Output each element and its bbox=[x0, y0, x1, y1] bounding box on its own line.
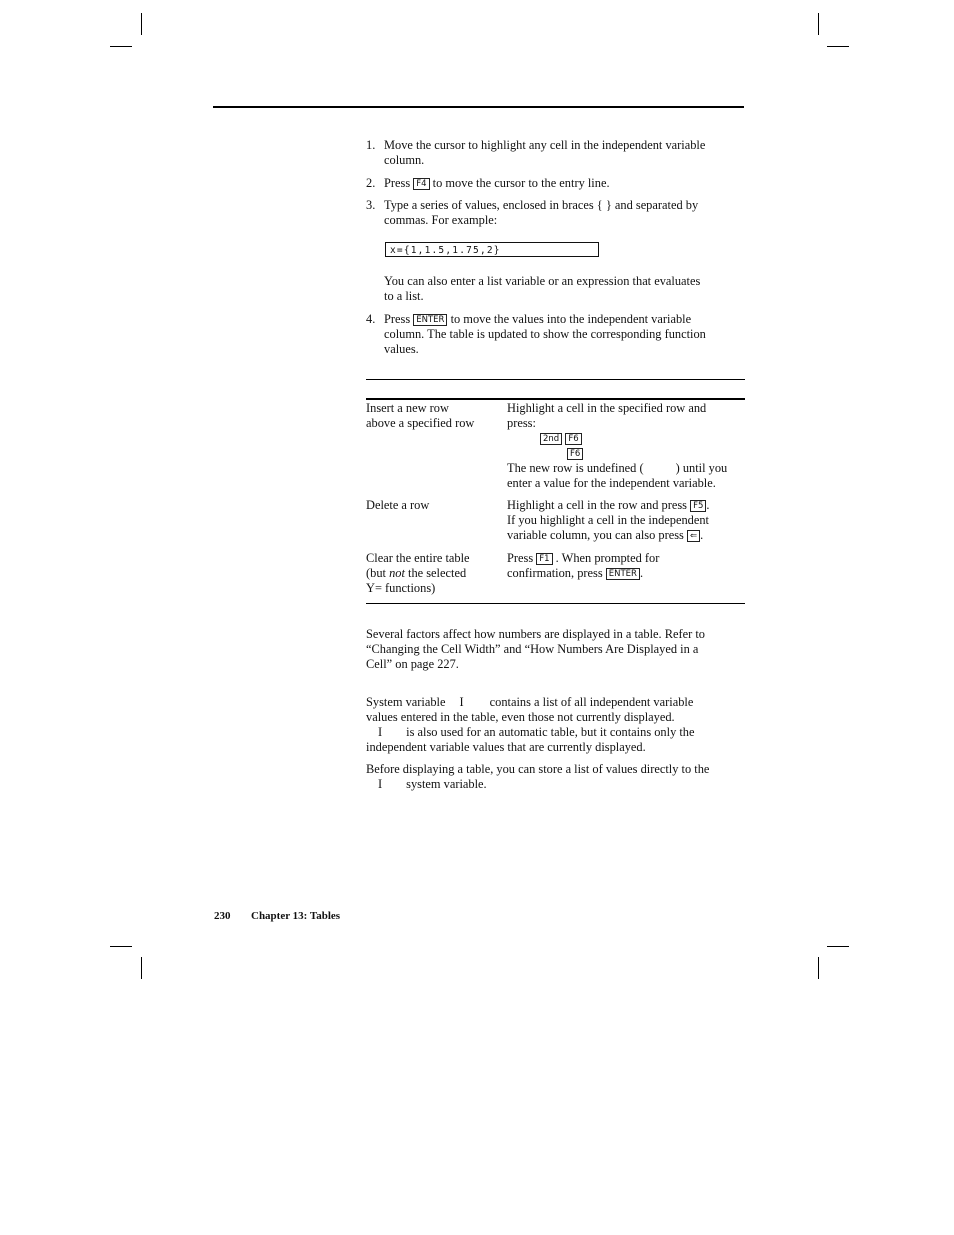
desc-line: Highlight a cell in the specified row and bbox=[507, 401, 707, 415]
paragraph-line: values entered in the table, even those not currently displayed. bbox=[366, 710, 675, 724]
note-text bbox=[384, 274, 749, 304]
f4-key-icon: F4 bbox=[413, 178, 429, 190]
crop-mark-bottom-right-h bbox=[827, 946, 849, 947]
desc-text: . bbox=[639, 566, 644, 580]
paragraph-line: independent variable values that are currently displayed. bbox=[366, 740, 646, 754]
crop-mark-bottom-left-v bbox=[141, 957, 142, 979]
paragraph bbox=[366, 695, 751, 755]
table-bottom-rule bbox=[366, 603, 745, 604]
desc-text: The new row is undefined ( bbox=[507, 461, 644, 475]
enter-key-icon: ENTER bbox=[413, 314, 447, 326]
paragraph-text: system variable. bbox=[406, 777, 487, 791]
desc-text: . bbox=[706, 498, 710, 512]
task-text: (but bbox=[366, 566, 390, 580]
step-number: 4. bbox=[366, 312, 376, 326]
table-cell-task bbox=[366, 551, 501, 596]
desc-text: ) until you bbox=[675, 461, 728, 475]
desc-line: press: bbox=[507, 416, 536, 430]
enter-key-icon: ENTER bbox=[606, 568, 640, 580]
paragraph bbox=[366, 762, 751, 792]
desc-text: . bbox=[700, 528, 704, 542]
note-line: to a list. bbox=[384, 289, 424, 303]
crop-mark-top-right-v bbox=[818, 13, 819, 35]
task-emphasis: not bbox=[389, 566, 405, 580]
crop-mark-bottom-right-v bbox=[818, 957, 819, 979]
step-text bbox=[384, 176, 749, 191]
desc-line: enter a value for the independent variable. bbox=[507, 476, 716, 490]
desc-text: variable column, you can also press bbox=[507, 528, 687, 542]
section-rule bbox=[366, 379, 745, 380]
crop-mark-top-left-v bbox=[141, 13, 142, 35]
backspace-key-icon: ⇐ bbox=[687, 530, 700, 542]
step-text bbox=[384, 312, 749, 357]
step-number: 1. bbox=[366, 138, 376, 152]
step-number: 3. bbox=[366, 198, 376, 212]
table-cell-task bbox=[366, 498, 501, 513]
system-variable-name: I bbox=[459, 695, 464, 709]
f6-key-icon: F6 bbox=[567, 448, 583, 460]
chapter-title: Chapter 13: Tables bbox=[251, 910, 341, 922]
paragraph bbox=[366, 627, 751, 672]
step-text-pre: Press bbox=[384, 176, 414, 190]
system-variable-name: I bbox=[378, 725, 383, 739]
page-number: 230 bbox=[214, 910, 231, 922]
task-line: Clear the entire table bbox=[366, 551, 470, 565]
step-text-pre: Press bbox=[384, 312, 414, 326]
table-top-rule bbox=[366, 398, 745, 400]
step-line: column. bbox=[384, 153, 425, 167]
desc-text: Highlight a cell in the row and press bbox=[507, 498, 691, 512]
f1-key-icon: F1 bbox=[536, 553, 552, 565]
task-line: Insert a new row bbox=[366, 401, 449, 415]
desc-text: confirmation, press bbox=[507, 566, 606, 580]
paragraph-line: Cell” on page 227. bbox=[366, 657, 459, 671]
step-line: commas. For example: bbox=[384, 213, 498, 227]
step-line: Move the cursor to highlight any cell in the independent variable bbox=[384, 138, 706, 152]
desc-line: If you highlight a cell in the independent bbox=[507, 513, 709, 527]
step-line: column. The table is updated to show the corresponding function bbox=[384, 327, 706, 341]
desc-text: . When prompted for bbox=[552, 551, 660, 565]
note-line: You can also enter a list variable or an expression that evaluates bbox=[384, 274, 701, 288]
step-text bbox=[384, 198, 749, 228]
table-cell-description bbox=[507, 551, 752, 581]
paragraph-line: “Changing the Cell Width” and “How Numbers Are Displayed in a bbox=[366, 642, 699, 656]
step-number: 2. bbox=[366, 176, 376, 190]
crop-mark-top-right-h bbox=[827, 46, 849, 47]
step-text-post: to move the cursor to the entry line. bbox=[429, 176, 610, 190]
table-cell-description bbox=[507, 401, 752, 491]
entry-line-example: x={1,1.5,1.75,2} bbox=[385, 242, 599, 257]
key-sequence-b bbox=[507, 446, 752, 461]
desc-text: Press bbox=[507, 551, 537, 565]
key-sequence-a bbox=[507, 431, 752, 446]
2nd-key-icon: 2nd bbox=[540, 433, 562, 445]
f5-key-icon: F5 bbox=[690, 500, 706, 512]
step-line: values. bbox=[384, 342, 419, 356]
crop-mark-top-left-h bbox=[110, 46, 132, 47]
task-text: the selected bbox=[404, 566, 467, 580]
task-line: Delete a row bbox=[366, 498, 430, 512]
header-rule bbox=[213, 106, 744, 108]
step-text-post: to move the values into the independent variable bbox=[447, 312, 692, 326]
table-cell-description bbox=[507, 498, 752, 543]
system-variable-name: I bbox=[378, 777, 383, 791]
paragraph-line: Several factors affect how numbers are displayed in a table. Refer to bbox=[366, 627, 705, 641]
paragraph-text: is also used for an automatic table, but it contains only the bbox=[406, 725, 695, 739]
paragraph-text: contains a list of all independent variable bbox=[489, 695, 694, 709]
step-line: Type a series of values, enclosed in braces { } and separated by bbox=[384, 198, 699, 212]
crop-mark-bottom-left-h bbox=[110, 946, 132, 947]
step-text bbox=[384, 138, 749, 168]
table-cell-task bbox=[366, 401, 501, 431]
task-line: Y= functions) bbox=[366, 581, 436, 595]
task-line: above a specified row bbox=[366, 416, 475, 430]
paragraph-line: Before displaying a table, you can store a list of values directly to the bbox=[366, 762, 710, 776]
f6-key-icon: F6 bbox=[565, 433, 581, 445]
paragraph-text: System variable bbox=[366, 695, 446, 709]
